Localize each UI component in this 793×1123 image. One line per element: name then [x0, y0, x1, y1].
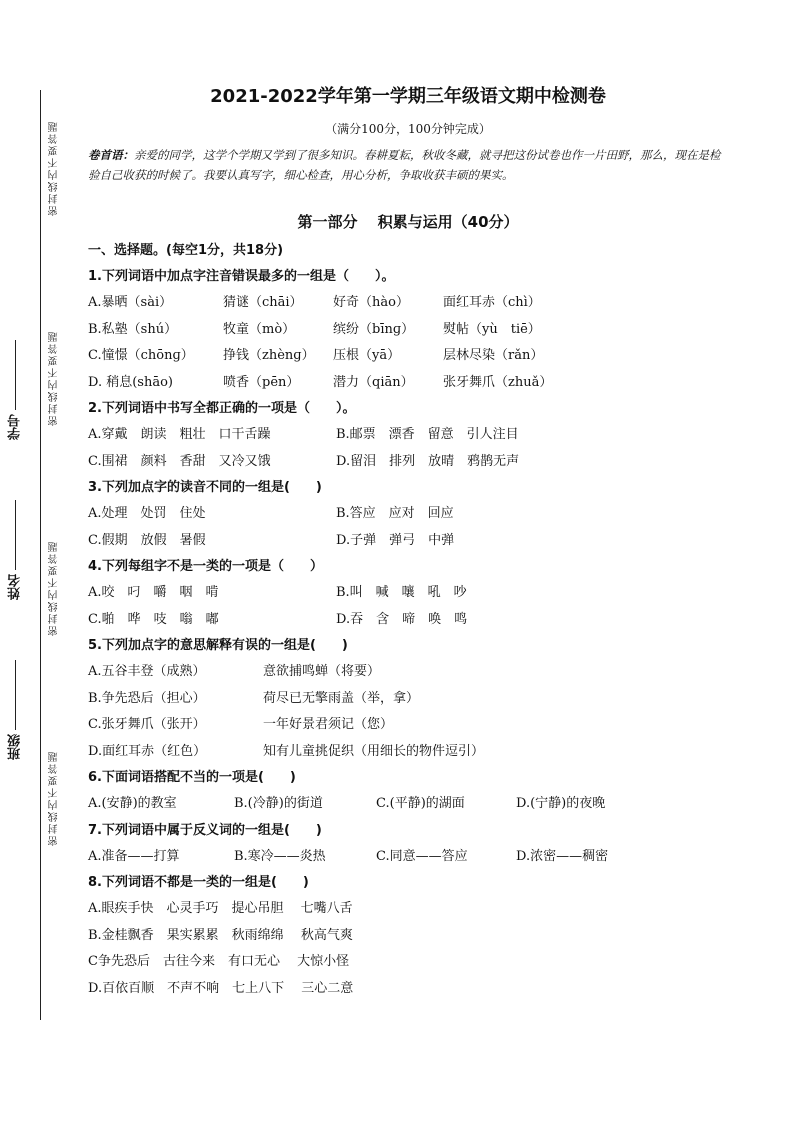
answer-option[interactable]: C.憧憬（chōnɡ）: [88, 348, 194, 363]
question-stem: 5.下列加点字的意思解释有误的一组是( ): [88, 638, 348, 653]
answer-option[interactable]: A.准备——打算: [88, 848, 180, 864]
answer-option[interactable]: 知有儿童挑促织（用细长的物件逗引）: [263, 743, 485, 759]
answer-option[interactable]: 潜力（qiān）: [333, 374, 414, 390]
answer-option[interactable]: A.(安静)的教室: [88, 796, 177, 811]
question-stem: 6.下面词语搭配不当的一项是( ): [88, 770, 296, 785]
question-8: [88, 870, 728, 1002]
answer-option[interactable]: D.(宁静)的夜晚: [516, 796, 606, 811]
answer-option[interactable]: B.答应 应对 回应: [336, 506, 454, 521]
exam-content: [88, 82, 728, 1002]
option-row[interactable]: [88, 528, 728, 555]
answer-option[interactable]: 层林尽染（rǎn）: [443, 348, 544, 363]
question-5: [88, 633, 728, 765]
answer-option[interactable]: 挣钱（zhènɡ）: [223, 348, 315, 363]
answer-option[interactable]: 荷尽已无擎雨盖（举，拿）: [263, 690, 420, 706]
question-stem: 7.下列词语中属于反义词的一组是( ): [88, 822, 322, 838]
question-stem: 4.下列每组字不是一类的一项是（ ）: [88, 559, 323, 574]
answer-option[interactable]: D.百依百顺 不声不响 七上八下 三心二意: [88, 980, 354, 996]
answer-option[interactable]: 缤纷（bīnɡ）: [333, 321, 415, 337]
answer-option[interactable]: D.面红耳赤（红色）: [88, 743, 207, 759]
option-row[interactable]: [88, 580, 728, 607]
answer-option[interactable]: A.五谷丰登（成熟）: [88, 664, 206, 679]
intro-paragraph: [88, 145, 728, 185]
answer-option[interactable]: 猜谜（chāi）: [223, 295, 303, 310]
answer-option[interactable]: C.围裙 颜料 香甜 又冷又饿: [88, 453, 271, 469]
binding-margin: [0, 0, 80, 1123]
question-stem: 1.下列词语中加点字注音错误最多的一组是（ ）。: [88, 269, 395, 284]
answer-option[interactable]: B.(冷静)的街道: [234, 796, 323, 811]
answer-option[interactable]: B.私塾（shú）: [88, 321, 178, 337]
option-row[interactable]: [88, 317, 728, 344]
answer-option[interactable]: 好奇（hào）: [333, 295, 409, 310]
option-row[interactable]: [88, 449, 728, 476]
option-row[interactable]: [88, 290, 728, 317]
option-row[interactable]: [88, 923, 728, 950]
class-field[interactable]: 班级: [6, 660, 32, 760]
part-title: 第一部分 积累与运用（40分）: [297, 213, 519, 231]
answer-option[interactable]: D.留泪 排列 放晴 鸦鹊无声: [336, 453, 520, 469]
answer-option[interactable]: B.寒冷——炎热: [234, 848, 326, 864]
answer-option[interactable]: 牧童（mò）: [223, 321, 296, 337]
question-stem: 2.下列词语中书写全都正确的一项是（ ）。: [88, 401, 356, 416]
answer-option[interactable]: 熨帖（yù tiē）: [443, 321, 541, 337]
intro-text: 亲爱的同学，这学个学期又学到了很多知识。春耕夏耘，秋收冬藏，就寻把这份试卷也作一片田野，那么，现在是检验自己收获的时候了。我要认真写字，细心检查，用心分析，争取收获丰硕的果实。: [88, 148, 721, 182]
option-row[interactable]: [88, 343, 728, 370]
answer-option[interactable]: C.(平静)的湖面: [376, 796, 465, 811]
option-row[interactable]: [88, 976, 728, 1003]
option-row[interactable]: [88, 370, 728, 397]
answer-option[interactable]: C.同意——答应: [376, 848, 468, 864]
option-row[interactable]: [88, 659, 728, 686]
answer-option[interactable]: C.啪 哗 吱 嗡 嘟: [88, 611, 219, 627]
answer-option[interactable]: C.假期 放假 暑假: [88, 532, 206, 548]
answer-option[interactable]: C.张牙舞爪（张开）: [88, 717, 206, 732]
seal-notice: 密封线内不要答题: [49, 750, 60, 846]
answer-option[interactable]: B.争先恐后（担心）: [88, 690, 206, 706]
option-row[interactable]: [88, 607, 728, 634]
option-row[interactable]: [88, 686, 728, 713]
answer-option[interactable]: 一年好景君须记（您）: [263, 717, 394, 732]
option-row[interactable]: [88, 791, 728, 818]
exam-subtitle: （满分100分，100分钟完成）: [325, 122, 491, 136]
question-1: [88, 264, 728, 396]
answer-option[interactable]: B.金桂飘香 果实累累 秋雨绵绵 秋高气爽: [88, 927, 353, 943]
question-stem: 3.下列加点字的读音不同的一组是( ): [88, 480, 322, 495]
answer-option[interactable]: 压根（yā）: [333, 348, 401, 363]
exam-title: 2021-2022学年第一学期三年级语文期中检测卷: [210, 86, 606, 107]
answer-option[interactable]: 面红耳赤（chì）: [443, 295, 541, 310]
option-row[interactable]: [88, 422, 728, 449]
student-name-field[interactable]: 姓名: [6, 500, 32, 600]
option-row[interactable]: [88, 949, 728, 976]
option-row[interactable]: [88, 844, 728, 871]
answer-option[interactable]: C争先恐后 古往今来 有口无心 大惊小怪: [88, 954, 350, 969]
seal-notice: 密封线内不要答题: [49, 330, 60, 426]
question-3: [88, 475, 728, 554]
option-row[interactable]: [88, 712, 728, 739]
answer-option[interactable]: A.眼疾手快 心灵手巧 提心吊胆 七嘴八舌: [88, 901, 353, 916]
answer-option[interactable]: D. 稍息(shāo): [88, 374, 173, 390]
answer-option[interactable]: A.咬 叼 嚼 咽 啃: [88, 585, 219, 600]
answer-option[interactable]: 张牙舞爪（zhuǎ）: [443, 374, 553, 390]
answer-option[interactable]: D.浓密——稠密: [516, 848, 609, 864]
question-7: [88, 818, 728, 871]
answer-option[interactable]: 喷香（pēn）: [223, 374, 300, 390]
option-row[interactable]: [88, 501, 728, 528]
answer-option[interactable]: B.叫 喊 嚷 吼 吵: [336, 585, 467, 600]
section-heading: 一、选择题。(每空1分，共18分): [88, 243, 284, 258]
question-2: [88, 396, 728, 475]
option-row[interactable]: [88, 896, 728, 923]
seal-notice: 密封线内不要答题: [49, 120, 60, 216]
question-6: [88, 765, 728, 818]
answer-option[interactable]: A.处理 处罚 住处: [88, 506, 206, 521]
answer-option[interactable]: A.暴晒（sài）: [88, 295, 173, 310]
answer-option[interactable]: A.穿戴 朗读 粗壮 口干舌躁: [88, 427, 271, 442]
answer-option[interactable]: B.邮票 漂香 留意 引人注目: [336, 427, 519, 442]
intro-label: 卷首语：: [88, 148, 134, 162]
question-4: [88, 554, 728, 633]
answer-option[interactable]: D.吞 含 啼 唤 鸣: [336, 611, 468, 627]
student-number-field[interactable]: 学号: [6, 340, 32, 440]
option-row[interactable]: [88, 739, 728, 766]
question-stem: 8.下列词语不都是一类的一组是( ): [88, 875, 309, 890]
seal-line: [40, 90, 41, 1020]
seal-notice: 密封线内不要答题: [49, 540, 60, 636]
answer-option[interactable]: D.子弹 弹弓 中弹: [336, 532, 455, 548]
answer-option[interactable]: 意欲捕鸣蝉（将要）: [263, 664, 381, 679]
